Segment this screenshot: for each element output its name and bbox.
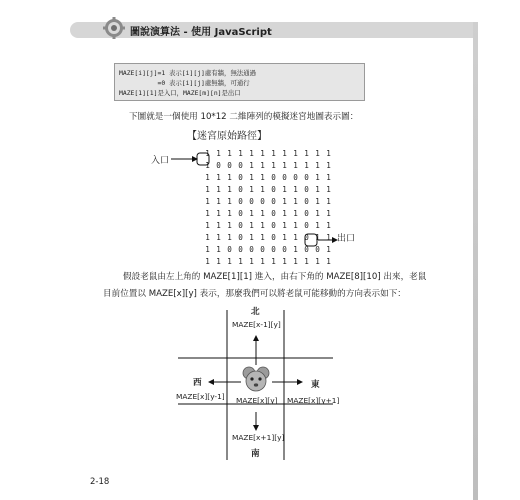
maze-cell: 0 [293, 173, 298, 182]
maze-cell: 0 [238, 161, 243, 170]
maze-cell: 0 [238, 197, 243, 206]
maze-cell: 1 [249, 233, 254, 242]
page-number: 2-18 [90, 477, 110, 487]
page-header-title: 圖說演算法 - 使用 JavaScript [130, 27, 272, 38]
maze-cell: 1 [282, 149, 287, 158]
maze-cell: 0 [304, 197, 309, 206]
maze-cell: 1 [216, 197, 221, 206]
maze-cell: 1 [282, 233, 287, 242]
maze-cell: 1 [249, 149, 254, 158]
maze-cell: 1 [238, 149, 243, 158]
exit-label: 出口 [337, 234, 356, 244]
maze-cell: 1 [249, 173, 254, 182]
maze-cell: 1 [326, 161, 331, 170]
maze-cell: 1 [282, 185, 287, 194]
north-label: 北 [251, 307, 260, 317]
maze-cell: 1 [315, 197, 320, 206]
maze-cell: 1 [315, 209, 320, 218]
maze-cell: 0 [227, 245, 232, 254]
maze-cell: 1 [293, 245, 298, 254]
maze-cell: 1 [282, 257, 287, 266]
maze-cell: 0 [271, 221, 276, 230]
maze-cell: 1 [326, 221, 331, 230]
maze-cell: 1 [205, 209, 210, 218]
maze-cell: 0 [260, 197, 265, 206]
maze-cell: 0 [271, 209, 276, 218]
south-label: 南 [251, 449, 260, 459]
maze-cell: 1 [304, 257, 309, 266]
east-label: 東 [311, 380, 320, 390]
maze-cell: 1 [205, 221, 210, 230]
maze-cell: 1 [260, 221, 265, 230]
maze-cell: 1 [216, 221, 221, 230]
maze-cell: 0 [304, 221, 309, 230]
maze-cell: 0 [304, 173, 309, 182]
maze-cell: 1 [216, 233, 221, 242]
center-expr: MAZE[x][y] [236, 396, 278, 405]
maze-cell: 1 [227, 233, 232, 242]
maze-cell: 1 [315, 161, 320, 170]
maze-cell: 1 [227, 173, 232, 182]
maze-cell: 0 [260, 245, 265, 254]
maze-cell: 0 [304, 233, 309, 242]
entry-circle [197, 153, 209, 165]
maze-cell: 1 [293, 161, 298, 170]
maze-cell: 1 [293, 149, 298, 158]
maze-cell: 1 [293, 221, 298, 230]
entry-label: 入口 [151, 156, 170, 166]
maze-cell: 1 [249, 221, 254, 230]
maze-cell: 1 [227, 149, 232, 158]
maze-cell: 1 [304, 161, 309, 170]
maze-cell: 1 [216, 209, 221, 218]
maze-cell: 0 [271, 197, 276, 206]
code-line: MAZE[i][j]=1 表示[i][j]處有牆，無法通過 [119, 69, 257, 77]
maze-cell: 1 [271, 161, 276, 170]
maze-cell: 1 [260, 149, 265, 158]
maze-title: 【迷宮原始路徑】 [187, 131, 267, 142]
maze-cell: 0 [282, 245, 287, 254]
maze-cell: 1 [326, 149, 331, 158]
maze-cell: 0 [304, 185, 309, 194]
maze-cell: 1 [315, 149, 320, 158]
south-expr: MAZE[x+1][y] [232, 433, 285, 442]
maze-cell: 1 [216, 149, 221, 158]
maze-cell: 1 [260, 233, 265, 242]
maze-cell: 1 [293, 209, 298, 218]
maze-cell: 0 [238, 221, 243, 230]
maze-cell: 1 [315, 221, 320, 230]
maze-cell: 1 [315, 257, 320, 266]
maze-cell: 1 [205, 161, 210, 170]
maze-cell: 1 [260, 173, 265, 182]
maze-cell: 0 [249, 197, 254, 206]
maze-cell: 0 [315, 245, 320, 254]
maze-cell: 1 [271, 149, 276, 158]
west-expr: MAZE[x][y-1] [176, 392, 225, 401]
maze-cell: 1 [216, 245, 221, 254]
maze-cell: 1 [282, 209, 287, 218]
maze-cell: 0 [271, 185, 276, 194]
maze-cell: 1 [293, 197, 298, 206]
maze-cell: 1 [326, 257, 331, 266]
maze-cell: 1 [326, 233, 331, 242]
maze-cell: 1 [249, 209, 254, 218]
maze-cell: 1 [293, 185, 298, 194]
maze-cell: 1 [293, 233, 298, 242]
maze-cell: 1 [326, 173, 331, 182]
maze-cell: 1 [315, 233, 320, 242]
maze-cell: 1 [216, 185, 221, 194]
maze-cell: 0 [271, 173, 276, 182]
maze-cell: 1 [238, 257, 243, 266]
maze-cell: 1 [282, 221, 287, 230]
maze-cell: 1 [282, 197, 287, 206]
maze-cell: 1 [271, 257, 276, 266]
maze-cell: 1 [249, 185, 254, 194]
maze-cell: 1 [315, 185, 320, 194]
maze-cell: 1 [205, 245, 210, 254]
maze-cell: 1 [315, 173, 320, 182]
maze-cell: 1 [205, 233, 210, 242]
description-line-1: 假設老鼠由左上角的 MAZE[1][1] 進入，由右下角的 MAZE[8][10] 出來，老鼠 [123, 272, 427, 282]
maze-cell: 0 [238, 245, 243, 254]
maze-cell: 0 [238, 209, 243, 218]
maze-cell: 1 [304, 149, 309, 158]
exit-circle [305, 234, 317, 246]
maze-cell: 1 [249, 257, 254, 266]
maze-cell: 1 [227, 257, 232, 266]
maze-cell: 1 [282, 161, 287, 170]
mouse-icon [241, 365, 271, 393]
maze-cell: 1 [326, 245, 331, 254]
maze-cell: 1 [260, 185, 265, 194]
maze-cell: 1 [205, 197, 210, 206]
maze-cell: 0 [304, 245, 309, 254]
maze-cell: 0 [271, 245, 276, 254]
maze-cell: 1 [249, 161, 254, 170]
maze-cell: 1 [260, 257, 265, 266]
maze-cell: 1 [326, 197, 331, 206]
maze-cell: 1 [205, 185, 210, 194]
maze-cell: 1 [205, 173, 210, 182]
maze-cell: 1 [227, 197, 232, 206]
maze-cell: 0 [271, 233, 276, 242]
code-line: MAZE[1][1]是入口，MAZE[m][n]是出口 [119, 89, 241, 97]
maze-cell: 1 [326, 185, 331, 194]
maze-cell: 1 [216, 173, 221, 182]
code-line: =0 表示[i][j]處無牆，可通行 [119, 79, 250, 87]
maze-cell: 1 [260, 161, 265, 170]
maze-cell: 1 [205, 149, 210, 158]
maze-cell: 0 [238, 185, 243, 194]
north-expr: MAZE[x-1][y] [232, 320, 281, 329]
maze-cell: 1 [326, 209, 331, 218]
maze-cell: 0 [304, 209, 309, 218]
maze-cell: 1 [293, 257, 298, 266]
maze-cell: 1 [205, 257, 210, 266]
maze-cell: 0 [216, 161, 221, 170]
intro-text: 下圖就是一個使用 10*12 二維陣列的模擬迷宮地圖表示圖： [129, 112, 359, 122]
maze-cell: 0 [249, 245, 254, 254]
maze-cell: 0 [282, 173, 287, 182]
maze-cell: 0 [238, 233, 243, 242]
east-expr: MAZE[x][y+1] [287, 396, 340, 405]
maze-cell: 1 [227, 209, 232, 218]
maze-cell: 1 [216, 257, 221, 266]
description-line-2: 目前位置以 MAZE[x][y] 表示，那麼我們可以將老鼠可能移動的方向表示如下： [103, 289, 406, 299]
west-label: 西 [193, 378, 202, 388]
maze-cell: 0 [238, 173, 243, 182]
maze-cell: 0 [227, 161, 232, 170]
maze-cell: 1 [227, 221, 232, 230]
maze-cell: 1 [227, 185, 232, 194]
maze-cell: 1 [260, 209, 265, 218]
